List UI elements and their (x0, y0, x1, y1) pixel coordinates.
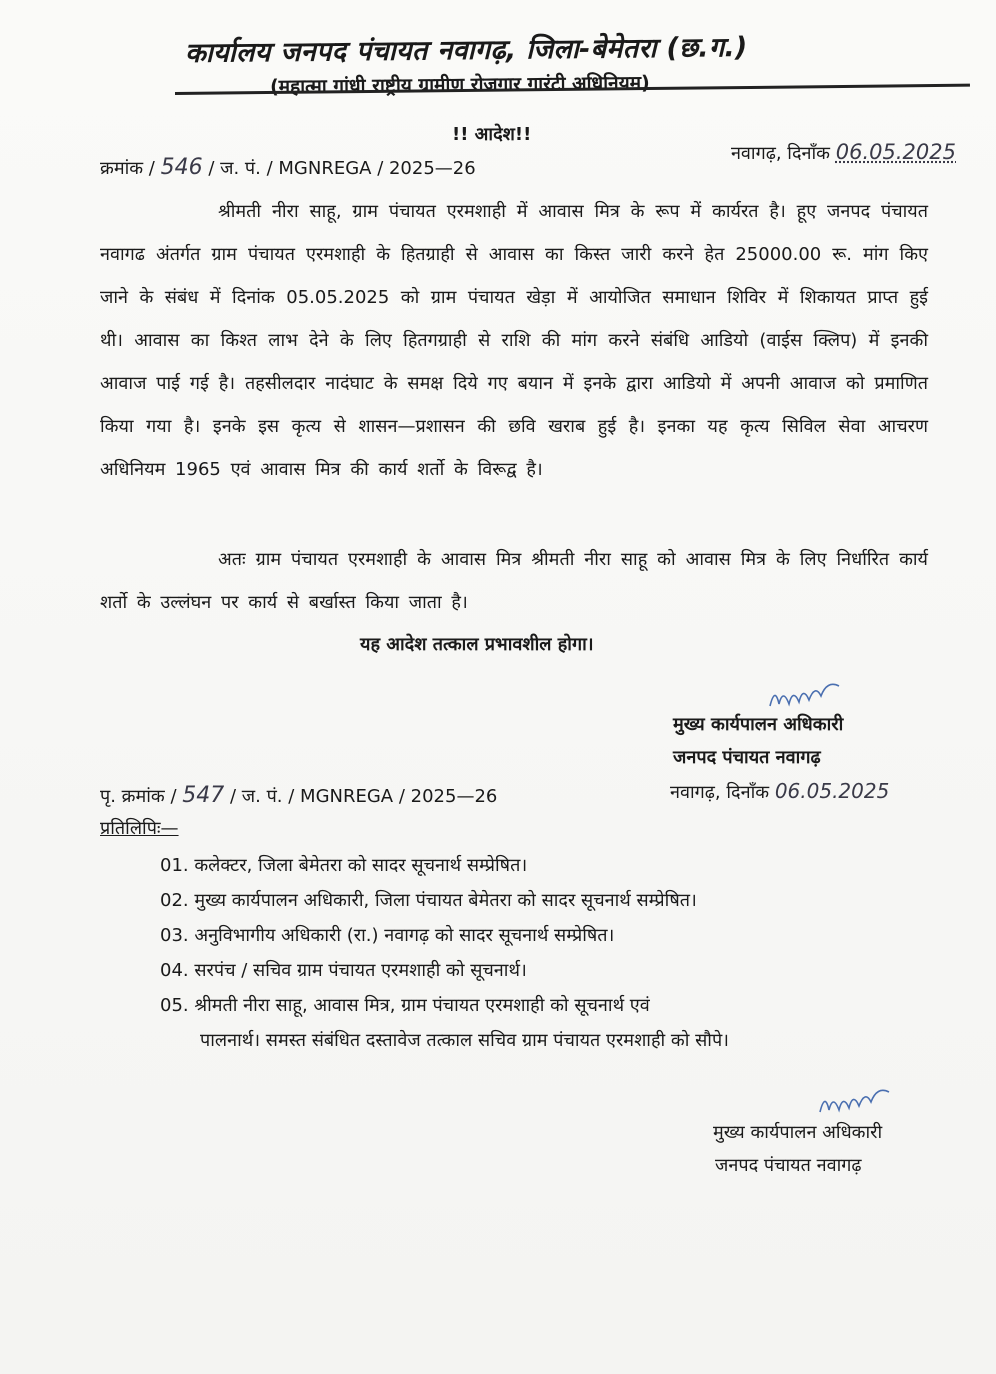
list-item: 01. कलेक्टर, जिला बेमेतरा को सादर सूचनार्थ सम्प्रेषित। (160, 855, 528, 876)
list-item: 03. अनुविभागीय अधिकारी (रा.) नवागढ़ को सादर सूचनार्थ सम्प्रेषित। (160, 925, 615, 946)
body-paragraph-1: श्रीमती नीरा साहू, ग्राम पंचायत एरमशाही में आवास मित्र के रूप में कार्यरत है। हूए जनपद पंचायत नवागढ अंतर्गत ग्राम पंचायत एरमशाही के हितग्राही से आवास का किस्त जारी करने हेत 25000.00 रू. मांग किए जाने के संबंध में दिनांक 05.05.2025 को ग्राम पंचायत खेड़ा में आयोजित समाधान शिविर में शिकायत प्राप्त हुई थी। आवास का किश्त लाभ देने के लिए हितगग्राही से राशि की मांग करने संबंधि आडियो (वाईस क्लिप) में इनकी आवाज पाई गई है। तहसीलदार नादंघाट के समक्ष दिये गए बयान में इनके द्वारा आडियो में अपनी आवाज को प्रमाणित किया गया है। इनके इस कृत्य से शासन—प्रशासन की छवि खराब हुई है। इनका यह कृत्य सिविल सेवा आचरण अधिनियम 1965 एवं आवास मित्र की कार्य शर्तो के विरूद्व है। (100, 201, 928, 480)
list-item: 04. सरपंच / सचिव ग्राम पंचायत एरमशाही को सूचनार्थ। (160, 960, 527, 981)
copy-recipient-list (160, 848, 729, 1058)
body-paragraph-2: अतः ग्राम पंचायत एरमशाही के आवास मित्र श्रीमती नीरा साहू को आवास मित्र के लिए निर्धारित कार्य शर्तो के उल्लंघन पर कार्य से बर्खास्त किया जाता है। (100, 549, 928, 613)
order-heading: !! आदेश!! (452, 124, 532, 145)
list-item: 05. श्रीमती नीरा साहू, आवास मित्र, ग्राम पंचायत एरमशाही को सूचनार्थ एवं (160, 995, 650, 1016)
copy-heading: प्रतिलिपिः— (100, 818, 179, 839)
signature-date-1 (670, 779, 889, 804)
date-handwritten-value: 06.05.2025 (835, 140, 956, 164)
office-title: कार्यालय जनपद पंचायत नवागढ़, जिला-बेमेतरा (छ.ग.) (184, 32, 748, 69)
list-item: 02. मुख्य कार्यपालन अधिकारी, जिला पंचायत बेमेतरा को सादर सूचनार्थ सम्प्रेषित। (160, 890, 697, 911)
signatory-designation-1: मुख्य कार्यपालन अधिकारी (673, 714, 844, 735)
endorsement-prefix: पृ. क्रमांक / (100, 786, 177, 807)
list-item-continuation: पालनार्थ। समस्त संबंधित दस्तावेज तत्काल सचिव ग्राम पंचायत एरमशाही को सौपे। (200, 1030, 729, 1051)
signature-date-label-1: नवागढ़, दिनाँक (670, 782, 770, 803)
office-subtitle: (महात्मा गांधी राष्ट्रीय ग्रामीण रोजगार गारंटी अधिनियम) (269, 72, 650, 98)
reference-number (100, 155, 476, 180)
signature-scribble-1 (765, 676, 845, 716)
reference-suffix: / ज. पं. / MGNREGA / 2025—26 (208, 158, 476, 179)
effect-statement: यह आदेश तत्काल प्रभावशील होगा। (360, 634, 594, 655)
endorsement-reference (100, 783, 497, 808)
signatory-office-1: जनपद पंचायत नवागढ़ (673, 747, 821, 768)
date-label: नवागढ़, दिनाँक (730, 143, 831, 164)
signature-date-value-1: 06.05.2025 (774, 779, 890, 803)
signatory-office-2: जनपद पंचायत नवागढ़ (715, 1155, 862, 1176)
reference-handwritten-number: 546 (160, 155, 203, 180)
signature-scribble-2 (815, 1082, 895, 1122)
reference-prefix: क्रमांक / (100, 158, 155, 179)
order-date (731, 140, 956, 165)
endorsement-handwritten-number: 547 (182, 783, 225, 808)
signatory-designation-2: मुख्य कार्यपालन अधिकारी (713, 1122, 883, 1143)
endorsement-suffix: / ज. पं. / MGNREGA / 2025—26 (230, 786, 498, 807)
